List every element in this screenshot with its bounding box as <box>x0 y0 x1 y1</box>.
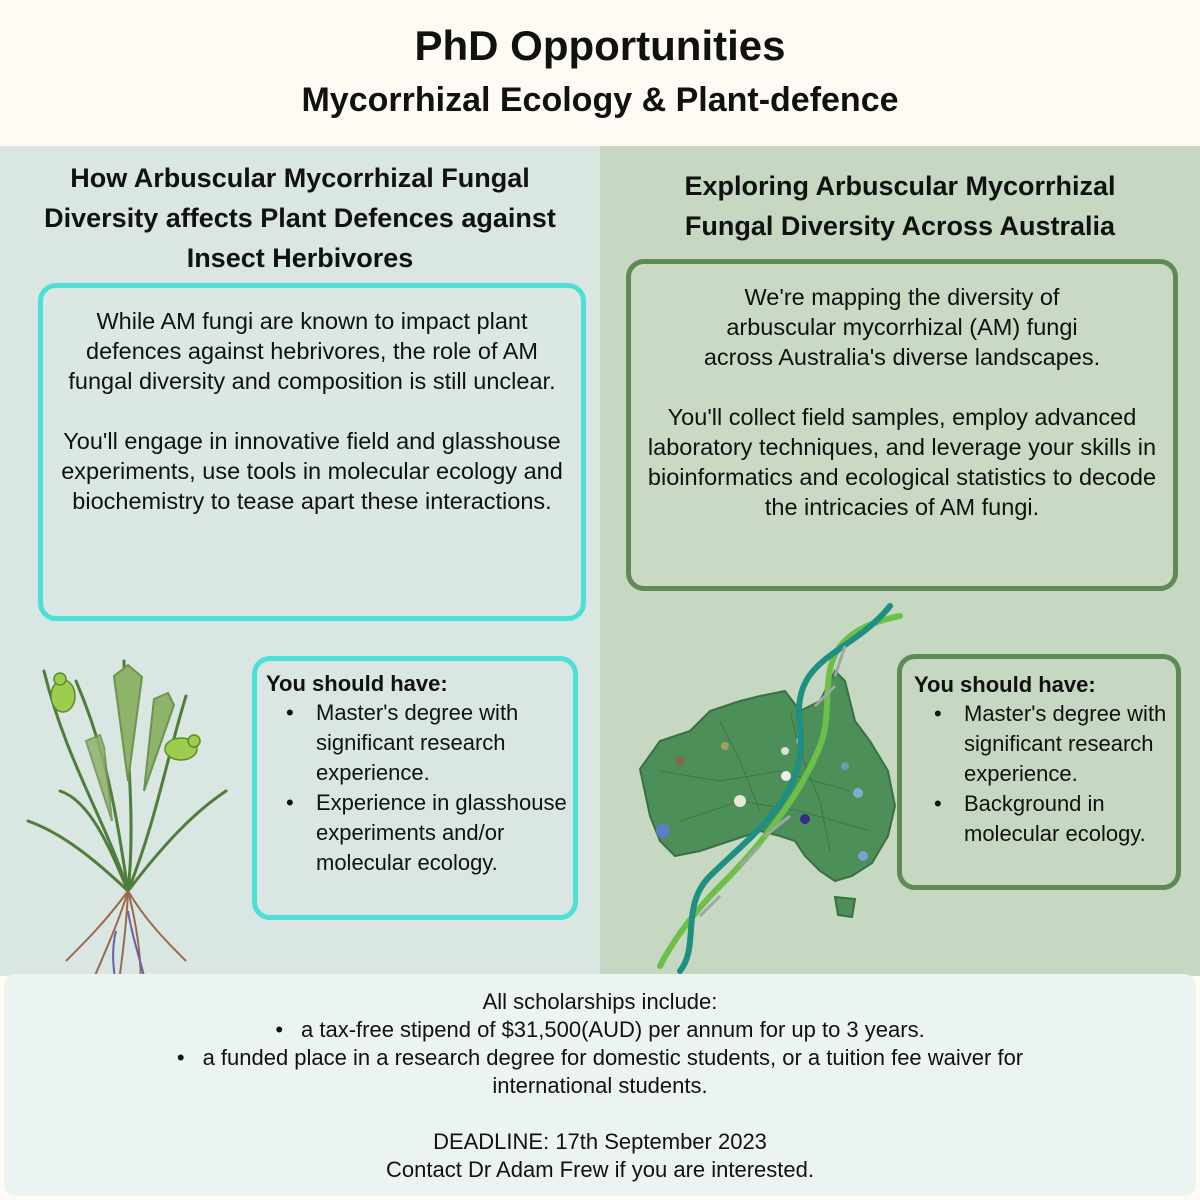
scholarship-footer <box>4 974 1196 1196</box>
page-title: PhD Opportunities <box>414 22 786 69</box>
right-requirements-list <box>914 699 1176 849</box>
right-project-panel <box>600 146 1200 976</box>
left-requirements-list <box>266 698 573 878</box>
left-project-description-box <box>38 283 586 621</box>
list-item: • Experience in glasshouse experiments and/or molecular ecology. <box>266 788 573 878</box>
page-subtitle: Mycorrhizal Ecology & Plant-defence <box>301 81 899 119</box>
left-project-description-1: While AM fungi are known to impact plant defences against hebrivores, the role of AM fungal diversity and composition is still unclear. <box>68 308 556 394</box>
right-project-description-box <box>626 259 1178 591</box>
left-project-title: How Arbuscular Mycorrhizal Fungal Diversity affects Plant Defences against Insect Herbivores <box>44 163 556 273</box>
dna-helix-illustration <box>640 596 920 976</box>
right-project-title: Exploring Arbuscular Mycorrhizal Fungal Diversity Across Australia <box>684 171 1116 241</box>
list-item: • a tax-free stipend of $31,500(AUD) per annum for up to 3 years. <box>4 1016 1196 1044</box>
list-item: • a funded place in a research degree for domestic students, or a tuition fee waiver for international students. <box>140 1044 1060 1100</box>
left-requirements-heading: You should have: <box>266 671 448 696</box>
list-item: • Background in molecular ecology. <box>914 789 1176 849</box>
right-project-description-2: You'll collect field samples, employ advanced laboratory techniques, and leverage your skills in bioinformatics and ecological statistics to decode the intricacies of AM fungi. <box>647 404 1157 520</box>
benefits-list <box>4 1016 1196 1100</box>
list-item: • Master's degree with significant research experience. <box>266 698 573 788</box>
left-requirements-box <box>252 656 578 920</box>
header <box>0 0 1200 146</box>
list-item: • Master's degree with significant research experience. <box>914 699 1176 789</box>
left-project-description-2: You'll engage in innovative field and glasshouse experiments, use tools in molecular ecology and biochemistry to tease apart these interactions. <box>61 428 563 514</box>
deadline: DEADLINE: 17th September 2023 <box>433 1129 767 1154</box>
contact-line: Contact Dr Adam Frew if you are interested. <box>386 1157 814 1182</box>
right-project-description-1: We're mapping the diversity of arbuscular mycorrhizal (AM) fungi across Australia's diverse landscapes. <box>703 284 1101 370</box>
right-requirements-heading: You should have: <box>914 672 1096 697</box>
left-project-panel <box>0 146 600 976</box>
right-requirements-box <box>897 654 1181 890</box>
scholarship-lead: All scholarships include: <box>482 989 718 1014</box>
